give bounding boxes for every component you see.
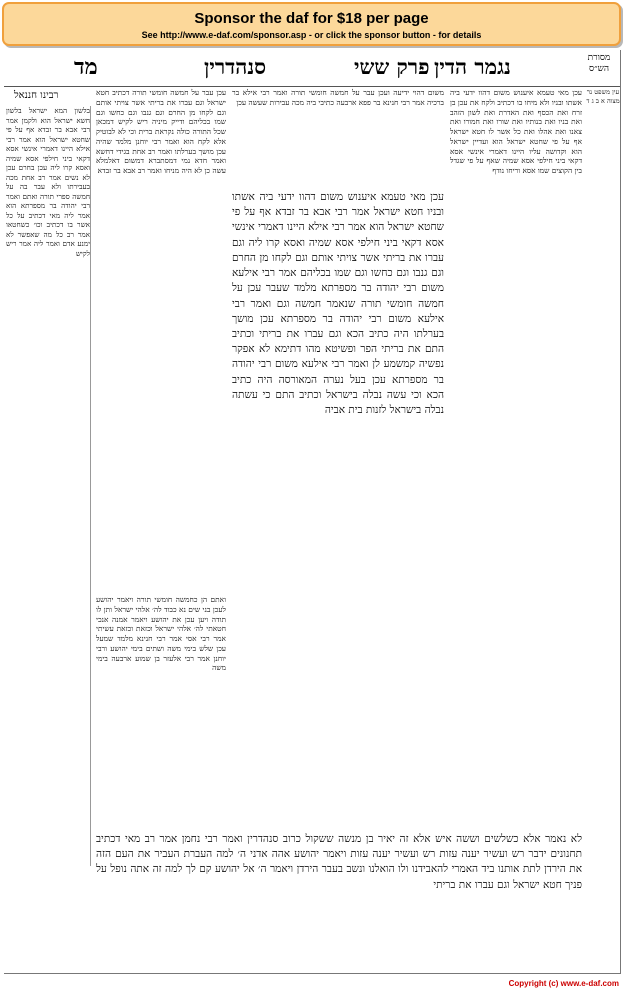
masoret-label: מסורת הש״ס [587, 53, 611, 74]
talmud-page [4, 50, 621, 974]
gemara-bottom-text: לא נאמר אלא כשלשים וששה איש אלא זה יאיר בן מנשה ששקול כרוב סנהדרין ואמר רבי נחמן אמר רב מאי דכתיב תחנונים ידבר רש ועשיר יענה עזות רש ועשיר יענה עזות ויאמר יהושע אהה אדני ה׳ למה העברת העביר את העם הזה את הירדן לתת אותנו ביד האמרי להאבידנו ולו הואלנו ונשב בעבר הירדן ויאמר ה׳ אל יהושע קם לך למה זה אתה נופל על פניך חטא ישראל וגם עברו את בריתי [96, 833, 582, 891]
sponsor-banner-title[interactable]: Sponsor the daf for $18 per page [194, 10, 429, 27]
gemara-top-text: משום דהוי ידיעה ועכן עבר על חמשה חומשי תורה ואמר רבי אילא בר ברכיה אמר רבי חנינא בר פפא ארבעה כתיבי ביה מכה עבירות שעשה עכן [232, 88, 444, 107]
chapter-name: נגמר הדין [434, 54, 511, 79]
copyright-footer: Copyright (c) www.e-daf.com [508, 979, 619, 988]
tosafot-column: עכן עבר על חמשה חומשי תורה דכתיב חטא ישראל וגם עברו את בריתי אשר צויתי אותם וגם לקחו מן החרם וגם גנבו וגם כחשו וגם שמו בכליהם ודייק מיניה ריש לקיש דמכאן שכל התורה כולה נקראת ברית וכי לא לבוטיק אלא לקח הוא ואמר רבי יוחנן מלמד שהיה עכן מושך בערלתו ואמר רב אחת בגידי דחשא ואמר חדא נמי דמסתברא דמשום דאלמלא עשה כן לא היה מניחו ואמר רב אבא בר זבדא [96, 88, 226, 176]
margin-notes: עין משפט נר מצוה א ב ג ד [586, 88, 620, 105]
sponsor-banner-subtitle: See http://www.e-daf.com/sponsor.asp - or click the sponsor button - for details [141, 30, 482, 40]
sponsor-banner[interactable] [2, 2, 621, 46]
rabbeinu-chananel-column: בלשון המא ישראל בלשון חשא ישראל הוא ולקמן אמר רבי אבא בר זבדא אף על פי שחטא ישראל הוא אמר רבי אילא היינו דאמרי אינשי אסא דקאי ביני חילפי אסא שמיה ואסא קרו ליה עכן בחרם עכן לא נשים אמר רב אחת מכה בעבירתו ולא עבר בה על חמשה ספרי תורה ואתם ואמר רבי יהודה בר מספרתא הוא אמר ליה מאי דכתיב על כל אשר בו דכתיב וכו׳ כשחטאו אמר רב כל מה שאפשר לא ימנע אדם ואמר ליה אמר ריש לקיש [6, 106, 91, 866]
tosafot-lower-column: ואתם הן כחמשה חומשי תורה ויאמר יהושע לעכן בני שים נא כבוד לה׳ אלהי ישראל ותן לו תודה ויען עכן את יהושע ויאמר אמנה אנכי חטאתי לה׳ אלהי ישראל וכזאת וכזאת עשיתי אמר רבי אסי אמר רבי חנינא מלמד שמעל עכן שלש בימי משה ושתים בימי יהושע ורבי יוחנן אמר רבי אלעזר בן שמוע ארבעה בימי משה [96, 595, 226, 673]
page-header [4, 50, 620, 87]
tractate-title: סנהדרין [204, 54, 267, 79]
rabbeinu-label: רבינו חננאל [14, 90, 59, 101]
perek-label: פרק ששי [354, 54, 430, 79]
rashi-column: עכן מאי טעמא איענוש משום דהוו ידעי ביה אשתו ובניו ולא מיחו בו דכתיב ולקח את עכן בן זרח ואת הכסף ואת האדרת ואת לשון הזהב ואת בניו ואת בנותיו ואת שורו ואת חמורו ואת צאנו ואת אהלו ואת כל אשר לו חטא ישראל אף על פי שחטא ישראל הוא ועדיין ישראל הוא וקדושה עליו היינו דאמרי אינשי אסא דקאי ביני חילפי אסא שמיה שאף על פי שגדל בין הקוצים שמו אסא וריחו נודף [450, 88, 582, 176]
page-number: מד [74, 54, 98, 80]
gemara-main-text: עכן מאי טעמא איענוש משום דהוו ידעי ביה אשתו ובניו חטא ישראל אמר רבי אבא בר זבדא אף על פי שחטא ישראל הוא אמר רבי אילא היינו דאמרי אינשי אסא דקאי ביני חילפי אסא שמיה ואסא קרו ליה וגם עברו את בריתי אשר צויתי אותם וגם לקחו מן החרם וגם גנבו וגם כחשו וגם שמו בכליהם אמר רבי אילעא משום רבי יהודה בר מספרתא מלמד שעבר עכן על חמשה חומשי תורה שנאמר חמשה וגם ואמר רבי אילעא משום רבי יהודה בר מספרתא עכן מושך בערלתו היה כתיב הכא וגם עברו את בריתי וכתיב התם את בריתי הפר ופשיטא מהו דתימא לא אפקר נפשיה קמשמע לן ואמר רבי אילעא משום רבי יהודה בר מספרתא עכן בעל נערה המאורסה היה כתיב הכא וכי עשה נבלה בישראל וכתיב התם כי עשתה נבלה בישראל לזנות בית אביה [232, 191, 444, 417]
